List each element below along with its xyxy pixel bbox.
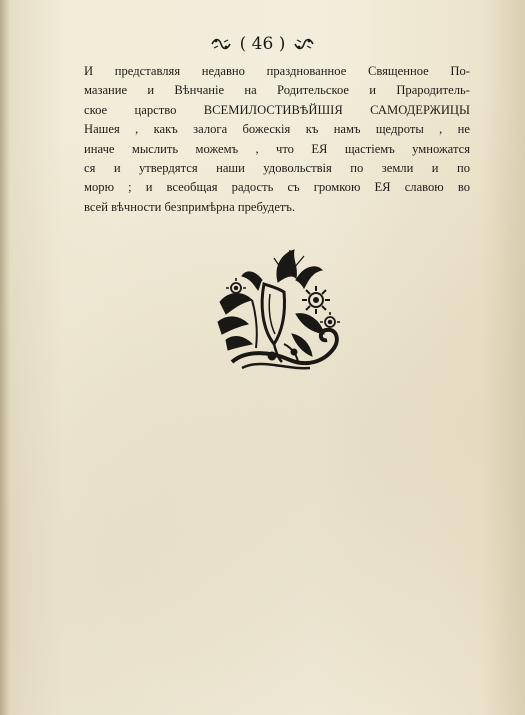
right-flourish-icon [293,37,315,51]
floral-vignette-icon [212,244,352,379]
left-flourish-icon [210,37,232,51]
text-line: мазание и Вѣнчаніе на Родительское и Прародитель- [84,83,470,98]
page-header [0,34,525,54]
text-line: И представляя недавно празднованное Священное По- [84,64,470,78]
page-number: ( 46 ) [239,34,286,54]
text-line: Нашея , какъ залога божескія къ намъ щедроты , не [84,122,470,137]
text-line: всей вѣчности безпримѣрна пребудетъ. [84,199,296,214]
text-line: иначе мыслить можемъ , что ЕЯ щастіемъ умножатся [84,141,470,156]
text-line: ся и утвердятся наши удовольствія по земли и по [84,161,470,176]
body-paragraph [84,62,470,217]
text-line: ское царство ВСЕМИЛОСТИВѢЙШІЯ САМОДЕРЖИЦЫ [84,102,470,117]
text-line: морю ; и всеобщая радость съ громкою ЕЯ славою во [84,180,470,195]
page-binding-shadow [0,0,10,715]
